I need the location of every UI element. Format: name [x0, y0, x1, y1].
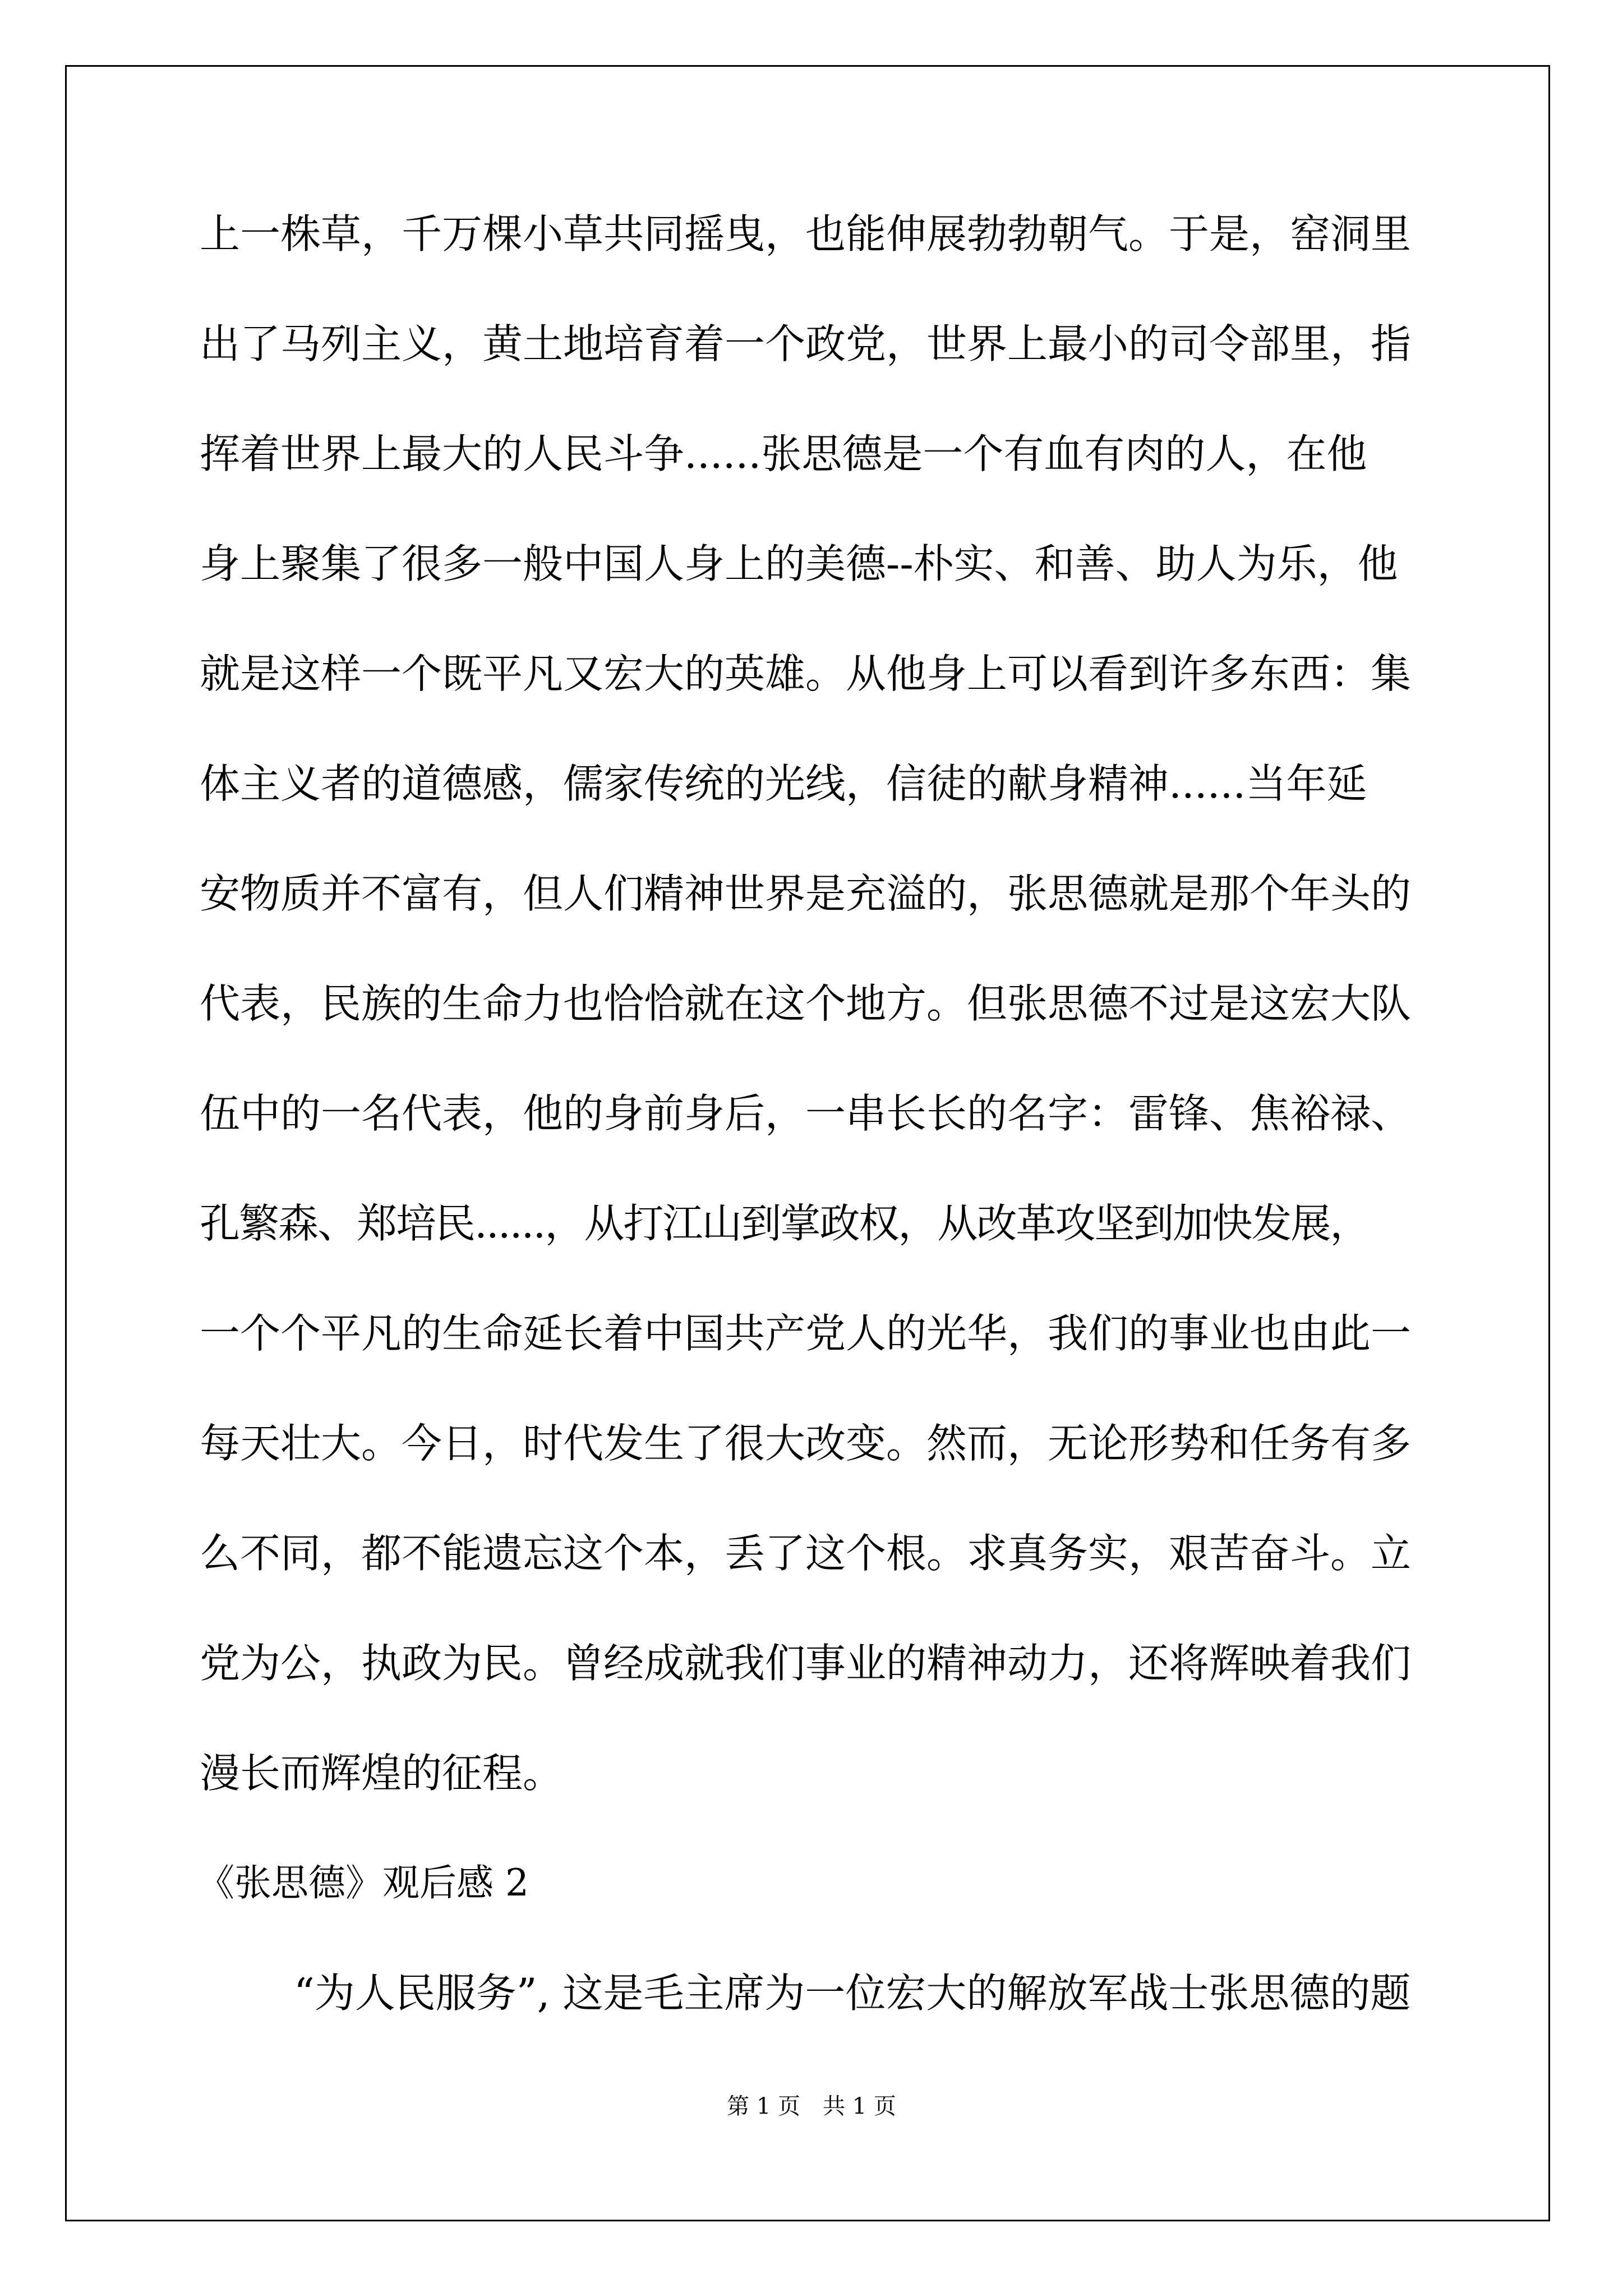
- paragraph-line: 安物质并不富有，但人们精神世界是充溢的，张思德就是那个年头的: [200, 870, 1412, 917]
- paragraph-line: 身上聚集了很多一般中国人身上的美德--朴实、和善、助人为乐，他: [200, 540, 1398, 587]
- paragraph-line: 一个个平凡的生命延长着中国共产党人的光华，我们的事业也由此一: [200, 1310, 1412, 1357]
- section-heading: 《张思德》观后感 2: [197, 1861, 529, 1904]
- page-footer: [0, 2092, 1623, 2120]
- paragraph-line: 伍中的一名代表，他的身前身后，一串长长的名字：雷锋、焦裕禄、: [200, 1090, 1412, 1137]
- document-body: [197, 209, 1456, 2078]
- page-total: 共 1 页: [823, 2093, 896, 2119]
- paragraph-line: 党为公，执政为民。曾经成就我们事业的精神动力，还将辉映着我们: [200, 1640, 1412, 1687]
- paragraph-line: 漫长而辉煌的征程。: [200, 1750, 564, 1797]
- paragraph-line: 每天壮大。今日，时代发生了很大改变。然而，无论形势和任务有多: [200, 1420, 1412, 1467]
- paragraph-line: 体主义者的道德感，儒家传统的光线，信徒的献身精神......当年延: [200, 760, 1367, 807]
- paragraph-line: 上一株草，千万棵小草共同摇曳，也能伸展勃勃朝气。于是，窑洞里: [200, 210, 1412, 257]
- paragraph-line: 挥着世界上最大的人民斗争......张思德是一个有血有肉的人，在他: [200, 430, 1367, 477]
- page-number: 第 1 页: [727, 2093, 800, 2119]
- paragraph-line: 就是这样一个既平凡又宏大的英雄。从他身上可以看到许多东西：集: [200, 650, 1412, 697]
- paragraph-line: 出了马列主义，黄土地培育着一个政党，世界上最小的司令部里，指: [200, 320, 1412, 367]
- paragraph-line: 么不同，都不能遗忘这个本，丢了这个根。求真务实，艰苦奋斗。立: [200, 1530, 1412, 1577]
- paragraph-line: 孔繁森、郑培民......，从打江山到掌政权，从改革攻坚到加快发展，: [200, 1200, 1370, 1247]
- section-first-line: “为人民服务”, 这是毛主席为一位宏大的解放军战士张思德的题: [294, 1970, 1411, 2017]
- paragraph-line: 代表，民族的生命力也恰恰就在这个地方。但张思德不过是这宏大队: [200, 980, 1412, 1027]
